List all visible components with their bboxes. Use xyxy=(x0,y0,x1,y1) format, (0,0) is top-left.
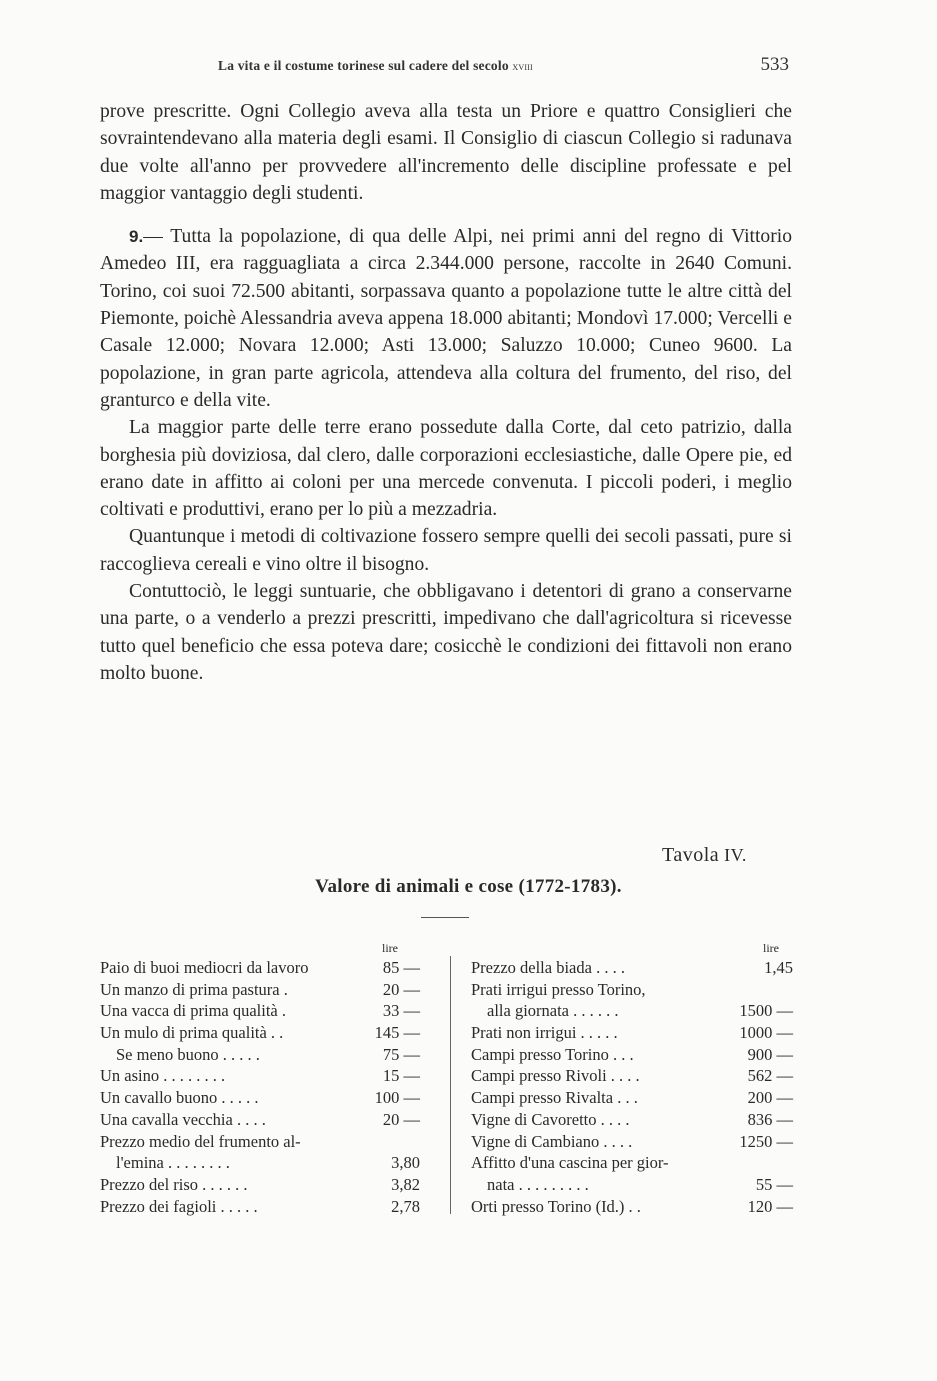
body-text xyxy=(100,98,792,687)
page-header xyxy=(218,54,793,78)
row-value: 1500 — xyxy=(739,1001,793,1021)
row-value: 1,45 xyxy=(764,958,793,977)
table-row xyxy=(100,957,420,979)
row-value xyxy=(719,979,793,1001)
table-left-column xyxy=(100,940,420,1217)
row-label: Un mulo di prima qualità . . xyxy=(100,1023,284,1043)
table-row xyxy=(471,1152,793,1174)
table-row xyxy=(100,1152,420,1174)
row-label: Campi presso Rivalta . . . xyxy=(471,1088,638,1108)
paragraph: Contuttociò, le leggi suntuarie, che obbligavano i detentori di grano a conservarne una parte, o a venderlo a prezzi prescritti, impedivano che dall'agricoltura si ricevesse tutto quel beneficio che essa poteva dare; cosicchè le condizioni dei fittavoli non erano molto buone. xyxy=(100,581,792,684)
table-row xyxy=(471,1044,793,1066)
table-row xyxy=(471,1174,793,1196)
century-numeral: xviii xyxy=(512,59,533,73)
table-row xyxy=(471,1087,793,1109)
unit-label: lire xyxy=(382,941,398,955)
paragraph: La maggior parte delle terre erano possedute dalla Corte, dal ceto patrizio, dalla borghesia più doviziosa, dal clero, dalle corporazioni ecclesiastiche, dalle Opere pie, ed erano date in affitto ai coloni per una mercede convenuta. I piccoli poderi, i meglio coltivati e produttivi, erano per lo più a mezzadria. xyxy=(100,417,792,521)
paragraph-section-9: 9.— Tutta la popolazione, di qua delle Alpi, nei primi anni del regno di Vittorio Amedeo III, era ragguagliata a circa 2.344.000 persone, raccolte in 2640 Comuni. Torino, coi suoi 72.500 abitanti, sorpassava quanto a popolazione tutte le altre città del Piemonte, poichè Alessandria aveva appena 18.000 abitanti; Mondovì 17.000; Vercelli e Casale 12.000; Novara 12.000; Asti 13.000; Saluzzo 10.000; Cuneo 9600. La popolazione, in gran parte agricola, attendeva alla coltura del frumento, del riso, del granturco e della vite. xyxy=(100,226,792,411)
row-label: Un manzo di prima pastura . xyxy=(100,979,288,999)
row-label: Un cavallo buono . . . . . xyxy=(100,1088,259,1108)
row-value xyxy=(719,1152,793,1174)
row-label: Campi presso Torino . . . xyxy=(471,1044,634,1064)
row-label: Prezzo della biada . . . . xyxy=(471,958,625,977)
row-label: nata . . . . . . . . . xyxy=(487,1174,589,1194)
table-label: Tavola IV. xyxy=(662,844,747,866)
row-value: 3,80 xyxy=(391,1153,420,1173)
row-label: Prezzo del riso . . . . . . xyxy=(100,1174,248,1194)
paragraph: Quantunque i metodi di coltivazione fossero sempre quelli dei secoli passati, pure si raccoglieva cereali e vino oltre il bisogno. xyxy=(100,526,792,575)
table-row xyxy=(100,1022,420,1044)
title-rule xyxy=(421,917,469,918)
paragraph: prove prescritte. Ogni Collegio aveva alla testa un Priore e quattro Consiglieri che sovraintendevano alla materia degli esami. Il Consiglio di ciascun Collegio si radunava due volte all'anno per provvedere all'incremento delle discipline professate e pel maggior vantaggio degli studenti. xyxy=(100,101,792,204)
table-row xyxy=(471,1065,793,1087)
row-label: Prati non irrigui . . . . . xyxy=(471,1023,618,1043)
table-row xyxy=(100,1131,420,1153)
row-label: Se meno buono . . . . . xyxy=(116,1044,260,1064)
row-value: 562 — xyxy=(747,1066,793,1086)
row-value: 33 — xyxy=(382,1001,420,1021)
row-label: Una vacca di prima qualità . xyxy=(100,1001,287,1021)
table-row xyxy=(471,1131,793,1153)
table-row xyxy=(100,1065,420,1087)
row-label: Affitto d'una cascina per gior- xyxy=(471,1153,669,1173)
table-row xyxy=(471,1196,793,1218)
row-value: 75 — xyxy=(382,1044,420,1064)
page-number: 533 xyxy=(760,54,789,75)
row-value: 100 — xyxy=(374,1088,420,1108)
row-value: 55 — xyxy=(755,1174,793,1194)
row-label: Orti presso Torino (Id.) . . xyxy=(471,1196,641,1216)
table-row xyxy=(100,979,420,1001)
table-row xyxy=(471,1000,793,1022)
row-value xyxy=(358,1131,420,1153)
table-row xyxy=(100,1109,420,1131)
table-row xyxy=(100,1087,420,1109)
row-label: l'emina . . . . . . . . xyxy=(116,1153,230,1173)
row-label: Campi presso Rivoli . . . . xyxy=(471,1066,640,1086)
unit-label: lire xyxy=(763,941,779,955)
table-row xyxy=(471,979,793,1001)
row-value: 836 — xyxy=(747,1109,793,1129)
table-row xyxy=(100,1196,420,1218)
row-value: 20 — xyxy=(382,979,420,999)
row-value: 3,82 xyxy=(391,1174,420,1194)
running-title: La vita e il costume torinese sul cadere del secolo xviii xyxy=(218,58,533,73)
table-row xyxy=(471,1109,793,1131)
table-row xyxy=(100,1174,420,1196)
row-value: 2,78 xyxy=(391,1196,420,1216)
row-value: 1250 — xyxy=(739,1131,793,1151)
table-right-column xyxy=(471,940,793,1217)
table-row xyxy=(471,957,793,979)
row-value: 120 — xyxy=(747,1196,793,1216)
row-label: Vigne di Cavoretto . . . . xyxy=(471,1109,630,1129)
row-label: Prezzo dei fagioli . . . . . xyxy=(100,1196,258,1216)
row-value: 85 — xyxy=(382,958,420,977)
row-value: 20 — xyxy=(382,1109,420,1129)
row-label: Paio di buoi mediocri da lavoro xyxy=(100,958,309,977)
row-value: 200 — xyxy=(747,1088,793,1108)
column-divider xyxy=(450,956,451,1214)
row-value: 145 — xyxy=(374,1023,420,1043)
table-title: Valore di animali e cose (1772-1783). xyxy=(315,876,622,897)
table-row xyxy=(100,1000,420,1022)
row-label: Una cavalla vecchia . . . . xyxy=(100,1109,266,1129)
table-row xyxy=(471,1022,793,1044)
row-value: 1000 — xyxy=(739,1023,793,1043)
row-label: Un asino . . . . . . . . xyxy=(100,1066,226,1086)
row-label: alla giornata . . . . . . xyxy=(487,1001,619,1021)
row-label: Vigne di Cambiano . . . . xyxy=(471,1131,633,1151)
table-row xyxy=(100,1044,420,1066)
row-label: Prezzo medio del frumento al- xyxy=(100,1131,301,1151)
section-number: 9. xyxy=(129,227,144,247)
row-label: Prati irrigui presso Torino, xyxy=(471,979,646,999)
row-value: 900 — xyxy=(747,1044,793,1064)
row-value: 15 — xyxy=(382,1066,420,1086)
